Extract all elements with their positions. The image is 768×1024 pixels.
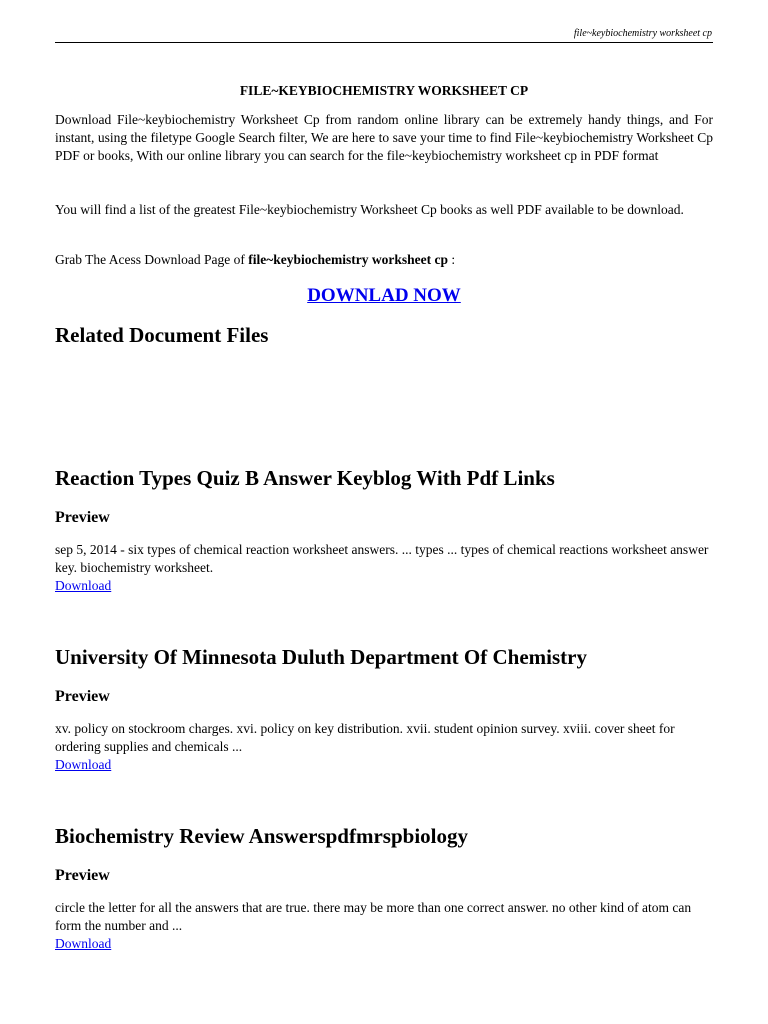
- preview-label: Preview: [55, 867, 110, 884]
- grab-keyword: file~keybiochemistry worksheet cp: [248, 252, 448, 267]
- entry-title: University Of Minnesota Duluth Department Of Chemistry: [55, 645, 587, 669]
- download-now-link[interactable]: DOWNLAD NOW: [307, 285, 461, 306]
- entry-snippet: circle the letter for all the answers that are true. there may be more than one correct answer. no other kind of atom can form the number and ...: [55, 900, 692, 933]
- related-heading: Related Document Files: [55, 323, 269, 347]
- intro-paragraph: Download File~keybiochemistry Worksheet Cp from random online library can be extremely handy things, and For instant, using the filetype Google Search filter, We are here to save your time to find File~keybiochemistry Worksheet Cp PDF or books, With our online library you can search for the file~keybiochemistry worksheet cp in PDF format: [55, 112, 713, 163]
- download-link[interactable]: Download: [55, 757, 112, 772]
- entry-snippet: xv. policy on stockroom charges. xvi. policy on key distribution. xvii. student opinion survey. xviii. cover sheet for ordering supplies and chemicals ...: [55, 721, 675, 754]
- entry-title: Reaction Types Quiz B Answer Keyblog With Pdf Links: [55, 466, 555, 490]
- related-entry: [55, 823, 713, 953]
- preview-label: Preview: [55, 688, 110, 705]
- grab-prefix: Grab The Acess Download Page of: [55, 252, 249, 267]
- related-entry: [55, 644, 713, 774]
- running-header: file~keybiochemistry worksheet cp: [573, 28, 712, 39]
- download-link[interactable]: Download: [55, 936, 112, 951]
- entry-snippet: sep 5, 2014 - six types of chemical reaction worksheet answers. ... types ... types of chemical reactions worksheet answer key. biochemistry worksheet.: [55, 542, 709, 575]
- list-paragraph: You will find a list of the greatest File~keybiochemistry Worksheet Cp books as well PDF available to be download.: [55, 202, 684, 217]
- grab-paragraph: [55, 251, 713, 269]
- preview-label: Preview: [55, 509, 110, 526]
- related-entry: [55, 465, 713, 595]
- download-now-block: [55, 285, 713, 307]
- document-title: FILE~KEYBIOCHEMISTRY WORKSHEET CP: [239, 83, 529, 98]
- grab-suffix: :: [447, 252, 456, 267]
- download-link[interactable]: Download: [55, 578, 112, 593]
- entry-title: Biochemistry Review Answerspdfmrspbiology: [55, 824, 468, 848]
- header-divider: [55, 42, 713, 43]
